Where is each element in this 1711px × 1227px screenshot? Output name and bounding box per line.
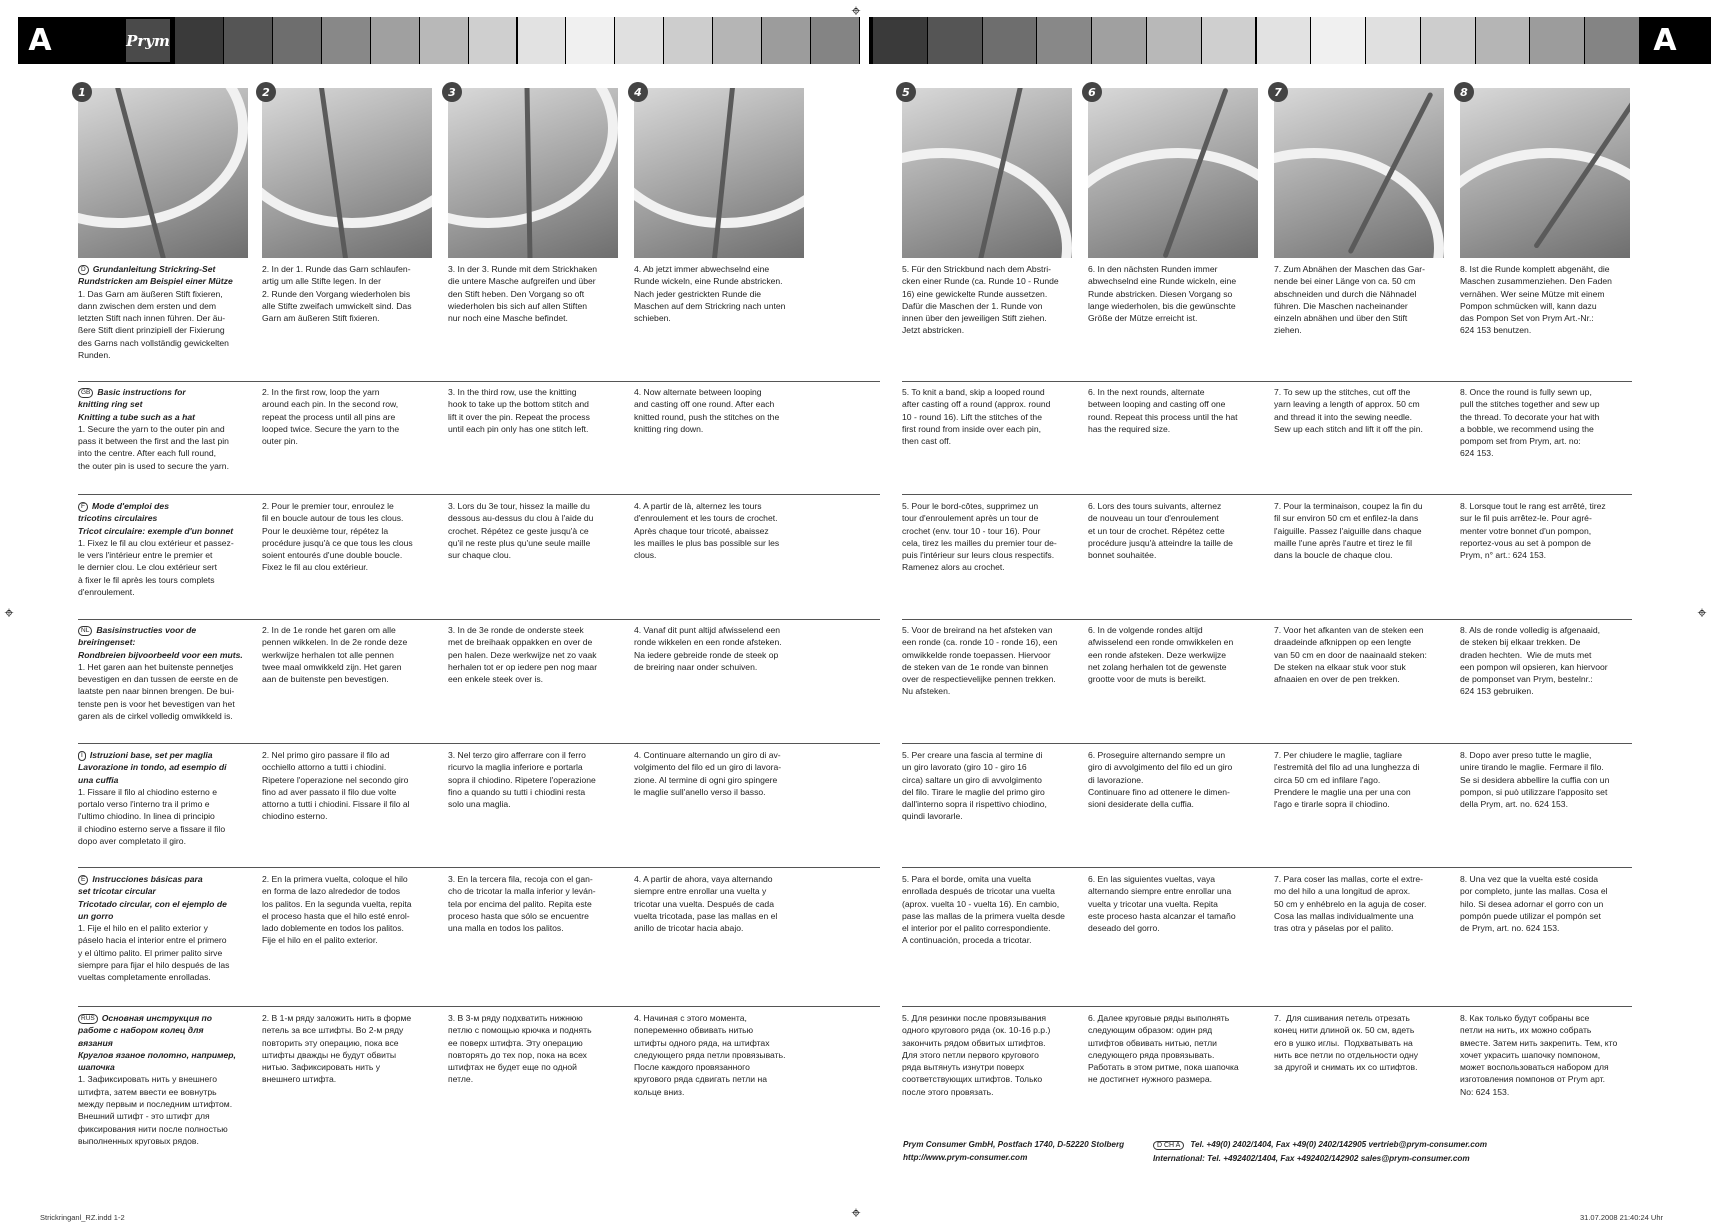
company-address [903, 1138, 1163, 1164]
registration-mark-icon: ⌖ [4, 603, 14, 622]
step-number-badge: 6 [1082, 82, 1102, 102]
instruction-step-6: 6. Proseguire alternando sempre un giro di avvolgimento del filo ed un giro di lavorazione. Continuare fino ad ottenere le dimen- sioni desiderate della cuffia. [1088, 750, 1233, 810]
section-divider [902, 1006, 1632, 1007]
step-photo [902, 88, 1072, 258]
gray-swatch [322, 17, 370, 64]
country-flags: D CH A [1153, 1141, 1184, 1150]
instruction-step-7: 7. Para coser las mallas, corte el extre- mo del hilo a una longitud de aprox. 50 cm y enhébrelo en la aguja de coser. Cosa las mallas individualmente una tras otra y páselas por el palito. [1274, 874, 1427, 934]
section-divider [902, 494, 1632, 495]
instruction-step-3: 3. Lors du 3e tour, hissez la maille du dessous au-dessus du clou à l'aide du crochet. Répétez ce geste jusqu'à ce qu'il ne reste plus qu'une seule maille sur chaque clou. [448, 501, 594, 561]
gray-swatch [1202, 17, 1256, 64]
section-divider [78, 867, 880, 868]
language-heading: Grundanleitung Strickring-Set Rundstricken am Beispiel einer Mütze [78, 264, 233, 287]
instruction-step-3: 3. В 3-м ряду подхватить нижнюю петлю с помощью крючка и поднять ее поверх штифта. Эту операцию повторять до тех пор, пока на всех штифтах не будет еще по одной петле. [448, 1013, 592, 1085]
step-photo [78, 88, 248, 258]
step-photo [1460, 88, 1630, 258]
slug-timestamp: 31.07.2008 21:40:24 Uhr [1580, 1213, 1663, 1222]
step-photo [262, 88, 432, 258]
instruction-step-1 [78, 500, 256, 598]
instruction-step-5: 5. Voor de breirand na het afsteken van een ronde (ca. ronde 10 - ronde 16), een omwikkelde ronde toepassen. Hiervoor de steken van de 1e ronde van binnen over de respectievelijke pennen trekken. Nu afsteken. [902, 625, 1058, 697]
gray-swatch [811, 17, 859, 64]
instruction-step-8: 8. Ist die Runde komplett abgenäht, die Maschen zusammenziehen. Den Faden vernähen. Wer seine Mütze mit einem Pompon schmücken will, kann dazu das Pompon Set von Prym Art.-Nr.: 624 153 benutzen. [1460, 264, 1612, 336]
instruction-step-8: 8. Once the round is fully sewn up, pull the stitches together and sew up the thread. To decorate your hat with a bobble, we recommend using the pompom set from Prym, art. no: 624 153. [1460, 387, 1600, 459]
gray-swatch [762, 17, 810, 64]
instruction-step-5: 5. Per creare una fascia al termine di un giro lavorato (giro 10 - giro 16 circa) saltare un giro di avvolgimento del filo. Tirare le maglie del primo giro dall'interno sopra il rispettivo chiodino, quindi lavorarle. [902, 750, 1047, 822]
step-number-badge: 3 [442, 82, 462, 102]
page-label-right: A [1643, 17, 1687, 64]
gray-swatch [928, 17, 982, 64]
language-flag-badge: D [78, 265, 89, 275]
gray-swatch [1421, 17, 1475, 64]
gray-swatch [371, 17, 419, 64]
language-heading: Mode d'emploi des tricotins circulaires Tricot circulaire: exemple d'un bonnet [78, 501, 234, 536]
step-text: 1. Зафиксировать нить у внешнего штифта, затем ввести ее вовнутрь между первым и последним штифтом. Внешний штифт - это штифт для фиксирования нити после полностью выполненных круговых рядов. [78, 1074, 233, 1146]
instruction-step-2: 2. En la primera vuelta, coloque el hilo en forma de lazo alrededor de todos los palitos. En la segunda vuelta, repita el proceso hasta que el hilo esté enrol- lado doblemente en todos los palitos. Fije el hilo en el palito exterior. [262, 874, 412, 946]
contact-telephone: Tel. +49(0) 2402/1404, Fax +49(0) 2402/142905 vertrieb@prym-consumer.com [1190, 1140, 1488, 1149]
registration-mark-icon: ⌖ [1697, 603, 1707, 622]
slug-filename: Strickringanl_RZ.indd 1-2 [40, 1213, 125, 1222]
gray-swatch [1037, 17, 1091, 64]
instruction-step-7: 7. To sew up the stitches, cut off the yarn leaving a length of approx. 50 cm and thread it into the sewing needle. Sew up each stitch and lift it off the pin. [1274, 387, 1423, 434]
section-divider [902, 867, 1632, 868]
language-flag-badge: RUS [78, 1014, 98, 1024]
instruction-step-1 [78, 624, 256, 722]
gray-swatch [1585, 17, 1639, 64]
gray-swatch [1476, 17, 1530, 64]
instruction-step-6: 6. En las siguientes vueltas, vaya alternando siempre entre enrollar una vuelta y tricotar una vuelta. Repita este proceso hasta alcanzar el tamaño deseado del gorro. [1088, 874, 1236, 934]
instruction-step-3: 3. In der 3. Runde mit dem Strickhaken die untere Masche aufgreifen und über den Stift heben. Den Vorgang so oft wiederholen bis sich auf allen Stiften nur noch eine Masche befindet. [448, 264, 598, 324]
instruction-step-4: 4. Ab jetzt immer abwechselnd eine Runde wickeln, eine Runde abstricken. Nach jeder gestrickten Runde die Maschen auf dem Strickring nach unten schieben. [634, 264, 786, 324]
step-number-badge: 2 [256, 82, 276, 102]
instruction-step-7: 7. Zum Abnähen der Maschen das Gar- nende bei einer Länge von ca. 50 cm abschneiden und durch die Nähnadel führen. Die Maschen nacheinander einzeln abnähen und über den Stift ziehen. [1274, 264, 1425, 336]
step-text: 1. Het garen aan het buitenste pennetjes bevestigen en dan tussen de eerste en de laatste pen naar binnen brengen. De bui- tenste pen is voor het bevestigen van het garen als de cirkel volledig omwikkeld is. [78, 661, 239, 722]
instruction-step-5: 5. To knit a band, skip a looped round after casting off a round (approx. round 10 - round 16). Lift the stitches of the first round from inside over each pin, then cast off. [902, 387, 1051, 447]
gray-swatch [1366, 17, 1420, 64]
step-number-badge: 1 [72, 82, 92, 102]
company-contacts [1153, 1138, 1693, 1165]
step-text: 1. Fixez le fil au clou extérieur et passez- le vers l'intérieur entre le premier et le dernier clou. Le clou extérieur sert à fixer le fil après les tours complets d'enroulement. [78, 537, 234, 598]
instruction-step-8: 8. Как только будут собраны все петли на нить, их можно собрать вместе. Затем нить закрепить. Тем, кто хочет украсить шапочку помпоном, может воспользоваться набором для изготовления помпонов от Prym арт. No: 624 153. [1460, 1013, 1618, 1097]
language-heading: Основная инструкция по работе с набором колец для вязания Круглов язаное полотно, например, шапочка [78, 1013, 236, 1073]
instruction-step-2: 2. Pour le premier tour, enroulez le fil en boucle autour de tous les clous. Pour le deuxième tour, répétez la procédure jusqu'à ce que tous les clous soient entourés d'une double boucle. Fixez le fil au clou extérieur. [262, 501, 413, 573]
instruction-step-8: 8. Dopo aver preso tutte le maglie, unire tirando le maglie. Fermare il filo. Se si desidera abbellire la cuffia con un pompon, si può utilizzare l'apposito set della Prym, art. no. 624 153. [1460, 750, 1610, 810]
instruction-step-2: 2. In der 1. Runde das Garn schlaufen- artig um alle Stifte legen. In der 2. Runde den Vorgang wiederholen bis alle Stifte zweifach umwickelt sind. Das Garn am äußeren Stift fixieren. [262, 264, 412, 324]
gray-swatch [1311, 17, 1365, 64]
gray-swatch [873, 17, 927, 64]
page-label-left: A [18, 17, 62, 64]
section-divider [78, 1006, 880, 1007]
gray-swatch [713, 17, 761, 64]
instruction-step-5: 5. Für den Strickbund nach dem Abstri- cken einer Runde (ca. Runde 10 - Runde 16) eine gewickelte Runde aussetzen. Dafür die Maschen der 1. Runde von innen über den jeweiligen Stift ziehen. Jetzt abstricken. [902, 264, 1059, 336]
section-divider [78, 381, 880, 382]
section-divider [902, 381, 1632, 382]
instruction-step-8: 8. Lorsque tout le rang est arrêté, tirez sur le fil puis arrêtez-le. Pour agré- menter votre bonnet d'un pompon, reportez-vous au set à pompon de Prym, n° art.: 624 153. [1460, 501, 1606, 561]
knitting-ring-shape [1274, 148, 1444, 258]
section-divider [902, 743, 1632, 744]
language-heading: Istruzioni base, set per maglia Lavorazione in tondo, ad esempio di una cuffia [78, 750, 227, 785]
knitting-ring-shape [448, 88, 618, 228]
step-number-badge: 8 [1454, 82, 1474, 102]
knitting-ring-shape [78, 88, 248, 228]
instruction-step-6: 6. Lors des tours suivants, alternez de nouveau un tour d'enroulement et un tour de crochet. Répétez cette procédure jusqu'à atteindre la taille de bonnet souhaitée. [1088, 501, 1233, 561]
instruction-step-7: 7. Для сшивания петель отрезать конец нити длиной ок. 50 см, вдеть его в ушко иглы. Подхватывать на нить все петли по отдельности одну за другой и снимать их со штифтов. [1274, 1013, 1419, 1073]
registration-mark-icon: ⌖ [851, 1, 861, 20]
gray-swatch [1092, 17, 1146, 64]
instruction-step-1 [78, 1012, 256, 1147]
instruction-step-4: 4. Начиная с этого момента, попеременно обвивать нитью штифты одного ряда, на штифтах следующего ряда петли провязывать. После каждого провязанного кругового ряда сдвигать петли на кольце вниз. [634, 1013, 786, 1097]
instruction-step-3: 3. En la tercera fila, recoja con el gan- cho de tricotar la malla inferior y leván- tela por encima del palito. Repita este proceso hasta que sólo se encuentre una malla en todos los palitos. [448, 874, 596, 934]
section-divider [78, 494, 880, 495]
gray-swatch [469, 17, 517, 64]
step-photo [1274, 88, 1444, 258]
instruction-step-5: 5. Para el borde, omita una vuelta enrollada después de tricotar una vuelta (aprox. vuelta 10 - vuelta 16). En cambio, pase las mallas de la primera vuelta desde el interior por el palito correspondiente. A continuación, proceda a tricotar. [902, 874, 1065, 946]
step-number-badge: 5 [896, 82, 916, 102]
gray-swatch [1147, 17, 1201, 64]
language-flag-badge: I [78, 751, 86, 761]
section-divider [78, 619, 880, 620]
instruction-step-3: 3. In the third row, use the knitting hook to take up the bottom stitch and lift it over the pin. Repeat the process until each pin only has one stitch left. [448, 387, 590, 434]
instruction-step-1 [78, 386, 256, 472]
gray-swatch [1257, 17, 1311, 64]
instruction-step-5: 5. Pour le bord-côtes, supprimez un tour d'enroulement après un tour de crochet (env. tour 10 - tour 16). Pour cela, tirez les mailles du premier tour de- puis l'intérieur sur leurs clous respectifs. Ramenez alors au crochet. [902, 501, 1057, 573]
instruction-step-2: 2. In de 1e ronde het garen om alle pennen wikkelen. In de 2e ronde deze werkwijze herhalen tot alle pennen twee maal omwikkeld zijn. Het garen aan de buitenste pen bevestigen. [262, 625, 408, 685]
step-number-badge: 7 [1268, 82, 1288, 102]
instruction-step-6: 6. In den nächsten Runden immer abwechselnd eine Runde wickeln, eine Runde abstricken. Diesen Vorgang so lange wiederholen, bis die gewünschte Größe der Mütze erreicht ist. [1088, 264, 1237, 324]
instruction-step-1 [78, 263, 256, 361]
language-heading: Instrucciones básicas para set tricotar circular Tricotado circular, con el ejemplo de un gorro [78, 874, 227, 921]
language-flag-badge: NL [78, 626, 92, 636]
section-divider [78, 743, 880, 744]
gray-swatch [224, 17, 272, 64]
instruction-step-2: 2. В 1-м ряду заложить нить в форме петель за все штифты. Во 2-м ряду повторить эту операцию, пока все штифты дважды не будут обвиты нитью. Зафиксировать нить у внешнего штифта. [262, 1013, 412, 1085]
instruction-step-8: 8. Una vez que la vuelta esté cosida por completo, junte las mallas. Cosa el hilo. Si desea adornar el gorro con un pompón puede utilizar el pompón set de Prym, art. no. 624 153. [1460, 874, 1608, 934]
step-text: 1. Secure the yarn to the outer pin and pass it between the first and the last pin into the centre. After each full round, the outer pin is used to secure the yarn. [78, 423, 229, 471]
instruction-step-7: 7. Pour la terminaison, coupez la fin du fil sur environ 50 cm et enfilez-la dans l'aiguille. Passez l'aiguille dans chaque maille l'une après l'autre et tirez le fil dans la boucle de chaque clou. [1274, 501, 1423, 561]
instruction-step-8: 8. Als de ronde volledig is afgenaaid, de steken bij elkaar trekken. De draden hechten. Wie de muts met een pompon wil opsieren, kan hiervoor de pomponset van Prym, bestelnr.: 624 153 gebruiken. [1460, 625, 1608, 697]
instruction-step-4: 4. Vanaf dit punt altijd afwisselend een ronde wikkelen en een ronde afsteken. Na iedere gebreide ronde de steek op de breiring naar onder schuiven. [634, 625, 782, 672]
language-flag-badge: GB [78, 388, 93, 398]
instruction-step-6: 6. Далее круговые ряды выполнять следующим образом: один ряд штифтов обвивать нитью, петли следующего ряда провязывать. Работать в этом ритме, пока шапочка не достигнет нужного размера. [1088, 1013, 1239, 1085]
instruction-step-4: 4. Now alternate between looping and casting off one round. After each knitted round, push the stitches on the knitting ring down. [634, 387, 780, 434]
instruction-step-2: 2. Nel primo giro passare il filo ad occhiello attorno a tutti i chiodini. Ripetere l'operazione nel secondo giro fino ad aver passato il filo due volte attorno a tutti i chiodini. Fissare il filo al chiodino esterno. [262, 750, 410, 822]
language-flag-badge: F [78, 502, 88, 512]
step-text: 1. Fije el hilo en el palito exterior y páselo hacia el interior entre el primero y el último palito. El primer palito sirve siempre para fijar el hilo después de las vueltas completamente enrolladas. [78, 923, 230, 983]
language-heading: Basic instructions for knitting ring set Knitting a tube such as a hat [78, 387, 195, 422]
instruction-step-7: 7. Voor het afkanten van de steken een draadeinde afknippen op een lengte van 50 cm en door de naainaald steken: De steken na elkaar stuk voor stuk afnaaien en over de pen trekken. [1274, 625, 1427, 685]
instruction-step-4: 4. A partir de ahora, vaya alternando siempre entre enrollar una vuelta y tricotar una vuelta. Después de cada vuelta tricotada, pase las mallas en el anillo de tricotar hacia abajo. [634, 874, 778, 934]
instruction-step-3: 3. Nel terzo giro afferrare con il ferro ricurvo la maglia inferiore e portarla sopra il chiodino. Ripetere l'operazione fino a quando su tutti i chiodini resta solo una maglia. [448, 750, 596, 810]
gray-swatch [175, 17, 223, 64]
language-heading: Basisinstructies voor de breiringenset: Rondbreien bijvoorbeeld voor een muts. [78, 625, 243, 660]
instruction-step-1 [78, 873, 256, 984]
instruction-step-7: 7. Per chiudere le maglie, tagliare l'estremità del filo ad una lunghezza di circa 50 cm ed infilare l'ago. Prendere le maglie una per una con l'ago e tirarle sopra il chiodino. [1274, 750, 1420, 810]
gray-swatch [566, 17, 614, 64]
instruction-step-2: 2. In the first row, loop the yarn around each pin. In the second row, repeat the process until all pins are looped twice. Secure the yarn to the outer pin. [262, 387, 400, 447]
language-flag-badge: E [78, 875, 88, 885]
gray-swatch [615, 17, 663, 64]
gray-swatch [983, 17, 1037, 64]
contact-international: International: Tel. +492402/1404, Fax +492402/142902 sales@prym-consumer.com [1153, 1154, 1470, 1163]
knitting-ring-shape [262, 88, 432, 228]
company-website[interactable]: http://www.prym-consumer.com [903, 1153, 1028, 1162]
instruction-step-6: 6. In the next rounds, alternate between looping and casting off one round. Repeat this process until the hat has the required size. [1088, 387, 1238, 434]
instruction-step-4: 4. Continuare alternando un giro di av- volgimento del filo ed un giro di lavora- zione. Al termine di ogni giro spingere le maglie sull'anello verso il basso. [634, 750, 782, 797]
instruction-step-3: 3. In de 3e ronde de onderste steek met de breihaak oppakken en over de pen halen. Deze werkwijze net zo vaak herhalen tot er op iedere pen nog maar een enkele steek over is. [448, 625, 598, 685]
gray-swatch [664, 17, 712, 64]
instruction-step-6: 6. In de volgende rondes altijd afwisselend een ronde omwikkelen en een ronde afsteken. Deze werkwijze net zolang herhalen tot de gewenste grootte voor de muts is bereikt. [1088, 625, 1234, 685]
gray-swatch [273, 17, 321, 64]
knitting-ring-shape [1460, 148, 1630, 258]
step-text: 1. Fissare il filo al chiodino esterno e portalo verso l'interno tra il primo e l'ultimo chiodino. In linea di principio il chiodino esterno serve a fissare il filo dopo aver completato il giro. [78, 786, 226, 847]
gray-swatch [1530, 17, 1584, 64]
step-number-badge: 4 [628, 82, 648, 102]
step-photo [634, 88, 804, 258]
company-name: Prym Consumer GmbH, Postfach 1740, D-52220 Stolberg [903, 1140, 1125, 1149]
step-text: 1. Das Garn am äußeren Stift fixieren, dann zwischen dem ersten und dem letzten Stift nach innen führen. Der äu- ßere Stift dient prinzipiell der Fixierung des Garns nach vollständig gewickelten Runden. [78, 288, 229, 361]
step-photo [1088, 88, 1258, 258]
registration-mark-icon: ⌖ [851, 1203, 861, 1222]
section-divider [902, 619, 1632, 620]
gray-swatch [420, 17, 468, 64]
instruction-step-1 [78, 749, 256, 847]
instruction-step-5: 5. Для резинки после провязывания одного кругового ряда (ок. 10-16 р.р.) закончить рядом обвитых штифтов. Для этого петли первого кругового ряда вытянуть изнутри поверх соответствующих штифтов. Только после этого провязать. [902, 1013, 1051, 1097]
step-photo [448, 88, 618, 258]
gray-swatch [518, 17, 566, 64]
instruction-step-4: 4. A partir de là, alternez les tours d'enroulement et les tours de crochet. Après chaque tour tricoté, abaissez les mailles le plus bas possible sur les clous. [634, 501, 780, 561]
prym-logo: Prym [126, 19, 170, 62]
